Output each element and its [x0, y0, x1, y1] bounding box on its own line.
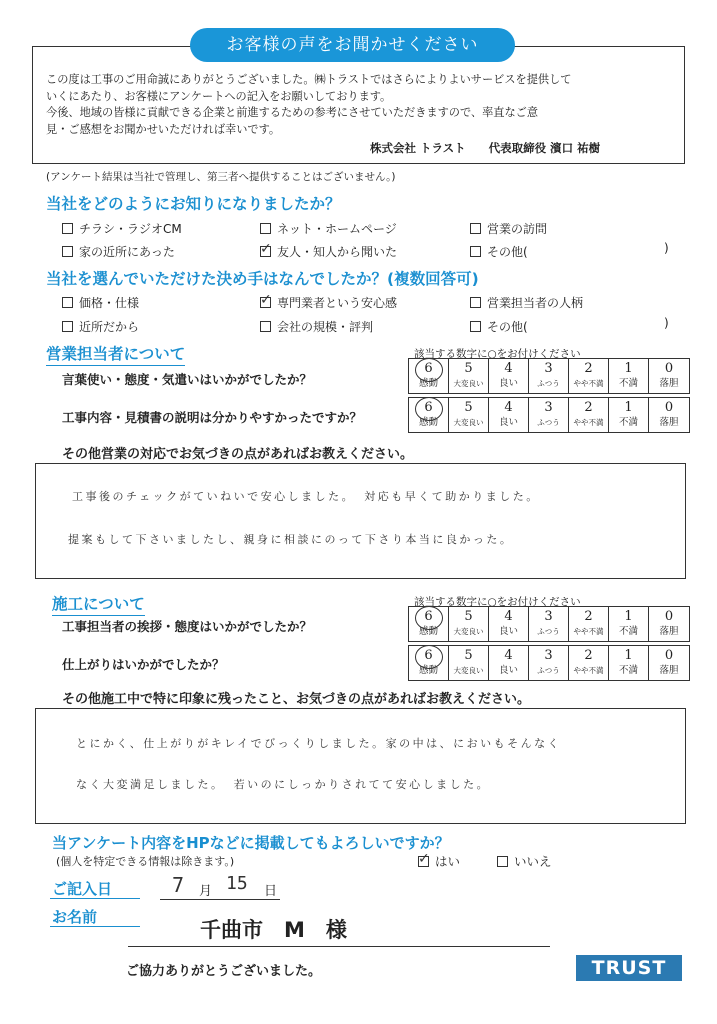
- name-underline: [128, 946, 550, 947]
- rating-option-2[interactable]: [569, 398, 609, 432]
- checkbox-checked[interactable]: [260, 246, 271, 257]
- q2-option-other[interactable]: その他(: [470, 318, 528, 335]
- publish-note: (個人を特定できる情報は除きます。): [56, 855, 235, 868]
- rating-label: 大変良い: [453, 627, 484, 636]
- company-signature: 株式会社 トラスト 代表取締役 濱口 祐樹: [370, 141, 601, 155]
- rating-label: 不満: [618, 378, 638, 389]
- q2-option-personality[interactable]: 営業担当者の人柄: [470, 294, 583, 311]
- q1-title: 当社をどのようにお知りになりましたか？: [46, 195, 341, 213]
- checkbox[interactable]: [470, 321, 481, 332]
- sales-feedback-label: その他営業の対応でお気づきの点があればお教えください。: [62, 447, 414, 462]
- q1-close-paren: ): [664, 241, 669, 255]
- rating-option-5[interactable]: [449, 607, 489, 641]
- checkbox[interactable]: [62, 321, 73, 332]
- name-label-underline: [50, 926, 140, 927]
- rating-option-1[interactable]: [609, 607, 649, 641]
- sales-rating-hint: 該当する数字に○をお付けください: [414, 348, 581, 360]
- date-label-underline: [50, 898, 140, 899]
- rating-label: ふつう: [537, 666, 560, 675]
- checkbox[interactable]: [497, 856, 508, 867]
- q2-option-reputation[interactable]: 会社の規模・評判: [260, 318, 373, 335]
- rating-label: 落胆: [659, 378, 679, 389]
- sales-section-title: 営業担当者について: [46, 342, 185, 366]
- rating-number: 5: [464, 609, 473, 624]
- intro-line: 見・ご感想をお聞かせいただければ幸いです。: [46, 122, 281, 136]
- checkbox[interactable]: [470, 297, 481, 308]
- rating-label: 感動: [418, 626, 438, 637]
- publish-no-option[interactable]: いいえ: [497, 852, 552, 870]
- rating-option-4[interactable]: [489, 359, 529, 393]
- rating-label: やや不満: [573, 666, 604, 675]
- rating-number: 6: [424, 361, 433, 376]
- intro-line: この度は工事のご用命誠にありがとうございました。㈱トラストではさらによりよいサービスを提供して: [46, 73, 572, 86]
- rating-number: 1: [624, 648, 633, 663]
- checkbox[interactable]: [470, 246, 481, 257]
- q2-option-nearby[interactable]: 近所だから: [62, 318, 139, 335]
- rating-label: 不満: [618, 665, 638, 676]
- rating-number: 3: [544, 361, 553, 376]
- thanks-message: ご協力ありがとうございました。: [126, 964, 322, 979]
- rating-number: 0: [664, 400, 674, 415]
- rating-number: 2: [584, 400, 593, 415]
- rating-number: 1: [624, 400, 633, 415]
- checkbox[interactable]: [62, 246, 73, 257]
- rating-number: 6: [424, 609, 433, 624]
- rating-number: 6: [424, 400, 433, 415]
- sales-feedback-box[interactable]: [35, 463, 686, 579]
- rating-option-6[interactable]: [409, 607, 449, 641]
- q1-option-friend[interactable]: ✓ 友人・知人から聞いた: [260, 243, 397, 260]
- rating-number: 5: [464, 400, 473, 415]
- rating-option-4[interactable]: [489, 607, 529, 641]
- survey-title: お客様の声をお聞かせください: [190, 28, 515, 62]
- rating-scale[interactable]: [408, 358, 690, 394]
- rating-number: 3: [544, 648, 553, 663]
- rating-option-5[interactable]: [449, 398, 489, 432]
- rating-option-6[interactable]: [409, 646, 449, 680]
- rating-label: 大変良い: [453, 666, 484, 675]
- rating-number: 2: [584, 648, 593, 663]
- rating-number: 0: [664, 609, 674, 624]
- checkbox[interactable]: [260, 321, 271, 332]
- rating-option-0[interactable]: [649, 607, 689, 641]
- construction-feedback-box[interactable]: [35, 708, 686, 824]
- rating-number: 0: [664, 648, 674, 663]
- construction-question-2: 仕上がりはいかがでしたか？: [62, 657, 225, 672]
- q2-option-price[interactable]: 価格・仕様: [62, 294, 139, 311]
- rating-option-3[interactable]: [529, 607, 569, 641]
- day-unit: 日: [264, 884, 278, 899]
- rating-option-1[interactable]: [609, 359, 649, 393]
- rating-label: 不満: [618, 417, 638, 428]
- rating-number: 2: [584, 361, 593, 376]
- rating-number: 1: [624, 609, 633, 624]
- privacy-note: (アンケート結果は当社で管理し、第三者へ提供することはございません。): [46, 171, 396, 183]
- rating-number: 3: [544, 609, 553, 624]
- name-label: お名前: [52, 908, 98, 926]
- rating-option-2[interactable]: [569, 646, 609, 680]
- date-day-value[interactable]: 15: [226, 873, 248, 894]
- rating-option-4[interactable]: [489, 398, 529, 432]
- rating-label: やや不満: [573, 379, 604, 388]
- rating-label: 感動: [418, 378, 438, 389]
- rating-option-3[interactable]: [529, 359, 569, 393]
- construction-feedback-label: その他施工中で特に印象に残ったこと、お気づきの点があればお教えください。: [62, 692, 531, 707]
- sales-feedback-line: 提案もして下さいましたし、親身に相談にのって下さり本当に良かった。: [68, 533, 514, 546]
- construction-feedback-line: なく大変満足しました。 若いのにしっかりされてて安心しました。: [76, 778, 491, 791]
- rating-scale[interactable]: [408, 606, 690, 642]
- rating-number: 5: [464, 361, 473, 376]
- rating-number: 4: [504, 400, 513, 415]
- rating-option-3[interactable]: [529, 646, 569, 680]
- rating-label: 良い: [498, 665, 518, 676]
- construction-section-title: 施工について: [52, 592, 145, 616]
- date-label: ご記入日: [52, 880, 113, 898]
- rating-label: 良い: [498, 417, 518, 428]
- rating-number: 5: [464, 648, 473, 663]
- rating-option-3[interactable]: [529, 398, 569, 432]
- rating-option-2[interactable]: [569, 359, 609, 393]
- construction-feedback-line: とにかく、仕上がりがキレイでびっくりしました。家の中は、においもそんなく: [76, 737, 562, 750]
- construction-question-1: 工事担当者の挨拶・態度はいかがでしたか？: [62, 619, 313, 634]
- q1-option-flyer[interactable]: チラシ・ラジオCM: [62, 220, 182, 237]
- rating-label: 不満: [618, 626, 638, 637]
- intro-text: [46, 72, 671, 138]
- rating-number: 2: [584, 609, 593, 624]
- rating-number: 0: [664, 361, 674, 376]
- trust-logo: TRUST: [576, 955, 682, 981]
- rating-number: 1: [624, 361, 633, 376]
- q1-option-other[interactable]: その他(: [470, 243, 528, 260]
- sales-question-1: 言葉使い・態度・気遣いはいかがでしたか？: [62, 372, 313, 387]
- rating-label: 良い: [498, 378, 518, 389]
- checkbox[interactable]: [62, 223, 73, 234]
- rating-option-1[interactable]: [609, 646, 649, 680]
- rating-option-2[interactable]: [569, 607, 609, 641]
- rating-scale[interactable]: [408, 645, 690, 681]
- checkbox[interactable]: [260, 223, 271, 234]
- rating-number: 3: [544, 400, 553, 415]
- sales-question-2: 工事内容・見積書の説明は分かりやすかったですか？: [62, 410, 363, 425]
- q2-close-paren: ): [664, 316, 669, 330]
- rating-number: 4: [504, 609, 513, 624]
- rating-label: やや不満: [573, 627, 604, 636]
- sales-feedback-line: 工事後のチェックがていねいで安心しました。 対応も早くて助かりました。: [72, 490, 540, 503]
- intro-line: 今後、地域の皆様に貢献できる企業と前進するための参考にさせていただきますので、率直なご意: [46, 106, 539, 119]
- checkbox-checked[interactable]: [260, 297, 271, 308]
- rating-label: 落胆: [659, 417, 679, 428]
- publish-question: 当アンケート内容をHPなどに掲載してもよろしいですか？: [52, 834, 450, 852]
- rating-number: 4: [504, 361, 513, 376]
- q1-option-web[interactable]: ネット・ホームページ: [260, 220, 397, 237]
- rating-option-6[interactable]: [409, 398, 449, 432]
- rating-option-0[interactable]: [649, 398, 689, 432]
- rating-number: 4: [504, 648, 513, 663]
- rating-label: ふつう: [537, 627, 560, 636]
- rating-option-6[interactable]: [409, 359, 449, 393]
- q1-option-nearby[interactable]: 家の近所にあった: [62, 243, 175, 260]
- rating-label: 感動: [418, 417, 438, 428]
- rating-label: 良い: [498, 626, 518, 637]
- q2-title: 当社を選んでいただけた決め手はなんでしたか？(複数回答可): [46, 270, 479, 288]
- rating-label: 感動: [418, 665, 438, 676]
- rating-label: 大変良い: [453, 379, 484, 388]
- q2-option-specialist[interactable]: ✓ 専門業者という安心感: [260, 294, 397, 311]
- rating-option-1[interactable]: [609, 398, 649, 432]
- rating-label: やや不満: [573, 418, 604, 427]
- rating-label: 大変良い: [453, 418, 484, 427]
- rating-label: 落胆: [659, 626, 679, 637]
- rating-option-5[interactable]: [449, 646, 489, 680]
- intro-line: いくにあたり、お客様にアンケートへの記入をお願いしております。: [46, 89, 392, 103]
- rating-label: ふつう: [537, 418, 560, 427]
- month-unit: 月: [199, 884, 213, 899]
- checkbox[interactable]: [470, 223, 481, 234]
- construction-rating-hint: 該当する数字に○をお付けください: [414, 596, 581, 608]
- rating-number: 6: [424, 648, 433, 663]
- rating-option-0[interactable]: [649, 646, 689, 680]
- rating-option-4[interactable]: [489, 646, 529, 680]
- q1-option-visit[interactable]: 営業の訪問: [470, 220, 547, 237]
- rating-label: 落胆: [659, 665, 679, 676]
- rating-option-0[interactable]: [649, 359, 689, 393]
- rating-label: ふつう: [537, 379, 560, 388]
- checkbox[interactable]: [62, 297, 73, 308]
- rating-scale[interactable]: [408, 397, 690, 433]
- date-underline: [160, 899, 280, 900]
- publish-yes-option[interactable]: ✓ はい: [418, 852, 460, 870]
- rating-option-5[interactable]: [449, 359, 489, 393]
- name-value[interactable]: 千曲市 M 様: [200, 918, 347, 942]
- date-month-value[interactable]: 7: [172, 873, 187, 897]
- checkbox-checked[interactable]: [418, 856, 429, 867]
